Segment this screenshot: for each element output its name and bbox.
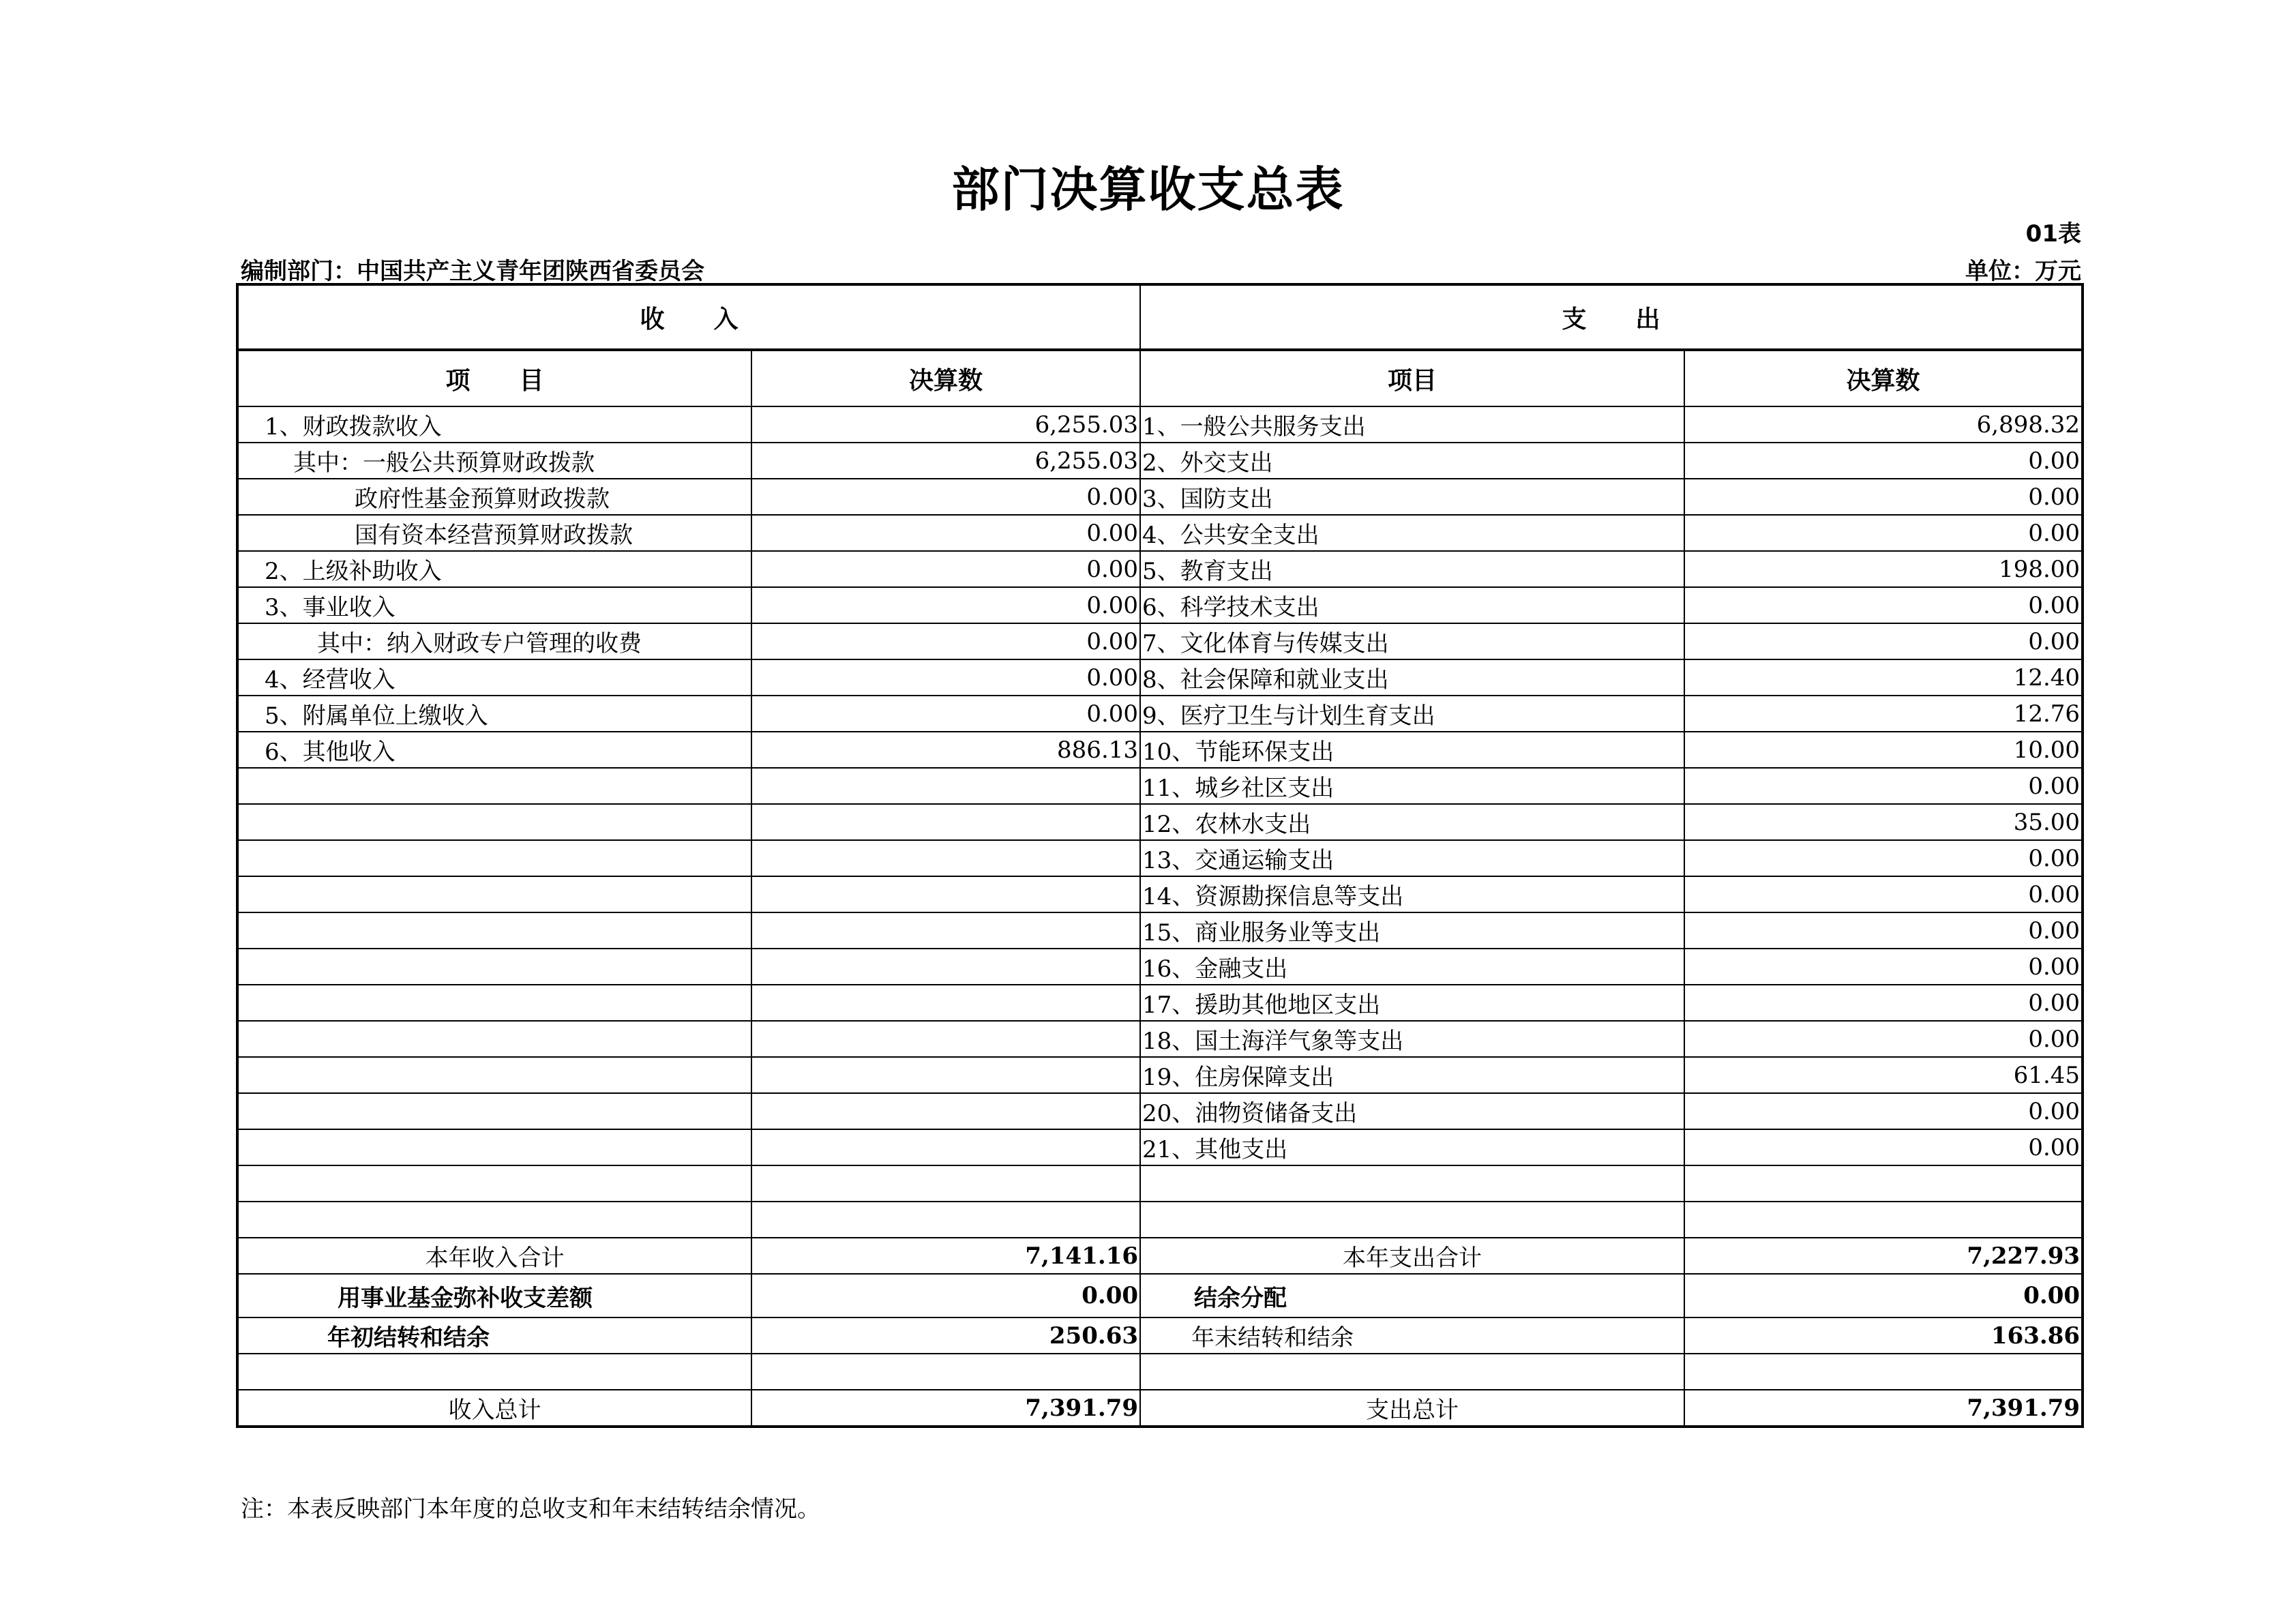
expense-item-cell: 3、国防支出 [1140,479,1684,515]
income-amount-cell [751,1057,1140,1093]
table-row [237,768,2083,804]
income-item-cell [237,804,751,840]
page-title: 部门决算收支总表 [951,162,1345,218]
table-row [237,732,2083,768]
expense-amount-cell: 0.00 [1684,1129,2083,1165]
income-amount-cell [751,985,1140,1021]
expense-amount-cell: 0.00 [1684,985,2083,1021]
grand-total-row [237,1390,2083,1427]
income-amount-cell: 0.00 [751,551,1140,587]
expense-amount-header: 决算数 [1684,350,2083,406]
income-amount-cell [751,840,1140,876]
income-item-cell [237,1021,751,1057]
expense-amount-cell: 198.00 [1684,551,2083,587]
end-value: 163.86 [1684,1317,2083,1354]
income-amount-cell: 0.00 [751,623,1140,659]
expense-amount-cell: 0.00 [1684,840,2083,876]
table-row [237,1093,2083,1129]
total-income-value: 7,391.79 [751,1390,1140,1427]
expense-item-cell: 17、援助其他地区支出 [1140,985,1684,1021]
income-item-cell [237,1057,751,1093]
income-amount-cell [751,804,1140,840]
table-row [237,1202,2083,1238]
total-expense-value: 7,391.79 [1684,1390,2083,1427]
section-header-row [237,284,2083,350]
table-row [237,443,2083,479]
end-label: 年末结转和结余 [1140,1317,1684,1354]
expense-item-cell: 6、科学技术支出 [1140,587,1684,623]
year-income-label: 本年收入合计 [237,1238,751,1274]
income-amount-cell: 0.00 [751,515,1140,551]
expense-amount-cell: 0.00 [1684,443,2083,479]
carryover-row [237,1317,2083,1354]
income-amount-cell [751,949,1140,985]
compiling-department: 编制部门：中国共产主义青年团陕西省委员会 [241,258,704,285]
unit-label: 单位：万元 [1965,258,2081,285]
table-row [237,876,2083,912]
expense-item-cell: 5、教育支出 [1140,551,1684,587]
expense-amount-cell: 0.00 [1684,876,2083,912]
expense-amount-cell: 0.00 [1684,912,2083,949]
income-item-cell: 6、其他收入 [237,732,751,768]
expense-amount-cell: 12.40 [1684,659,2083,696]
income-item-cell: 5、附属单位上缴收入 [237,696,751,732]
income-amount-cell [751,1021,1140,1057]
table-row [237,1057,2083,1093]
income-amount-header: 决算数 [751,350,1140,406]
income-item-cell: 政府性基金预算财政拨款 [237,479,751,515]
fund-label: 用事业基金弥补收支差额 [237,1274,751,1317]
income-item-cell: 3、事业收入 [237,587,751,623]
expense-amount-cell: 0.00 [1684,479,2083,515]
income-amount-cell: 0.00 [751,479,1140,515]
begin-label: 年初结转和结余 [237,1317,751,1354]
fund-value: 0.00 [751,1274,1140,1317]
income-amount-cell [751,876,1140,912]
expense-amount-cell: 61.45 [1684,1057,2083,1093]
year-expense-value: 7,227.93 [1684,1238,2083,1274]
expense-item-cell: 8、社会保障和就业支出 [1140,659,1684,696]
income-amount-cell [751,1093,1140,1129]
table-row [237,1021,2083,1057]
expense-item-cell: 21、其他支出 [1140,1129,1684,1165]
expense-amount-cell: 0.00 [1684,1093,2083,1129]
total-income-label: 收入总计 [237,1390,751,1427]
table-row [237,551,2083,587]
expense-item-cell: 14、资源勘探信息等支出 [1140,876,1684,912]
income-amount-cell [751,912,1140,949]
table-row [237,912,2083,949]
income-amount-cell: 6,255.03 [751,443,1140,479]
expense-item-cell: 11、城乡社区支出 [1140,768,1684,804]
income-item-cell [237,1129,751,1165]
table-row [237,1165,2083,1202]
income-item-cell: 2、上级补助收入 [237,551,751,587]
income-item-cell: 4、经营收入 [237,659,751,696]
surplus-value: 0.00 [1684,1274,2083,1317]
income-item-cell [237,949,751,985]
table-row [237,804,2083,840]
income-amount-cell [751,768,1140,804]
table-row [237,1129,2083,1165]
begin-value: 250.63 [751,1317,1140,1354]
income-section-header: 收 入 [237,284,1140,350]
year-total-row [237,1238,2083,1274]
expense-item-cell: 1、一般公共服务支出 [1140,406,1684,443]
income-item-cell: 1、财政拨款收入 [237,406,751,443]
income-amount-cell: 0.00 [751,587,1140,623]
expense-amount-cell: 0.00 [1684,1021,2083,1057]
income-item-cell [237,1202,751,1238]
income-amount-cell: 886.13 [751,732,1140,768]
expense-item-cell: 15、商业服务业等支出 [1140,912,1684,949]
table-row [237,406,2083,443]
income-amount-cell [751,1165,1140,1202]
budget-summary-table [236,283,2084,1428]
expense-amount-cell [1684,1165,2083,1202]
total-expense-label: 支出总计 [1140,1390,1684,1427]
expense-amount-cell: 0.00 [1684,515,2083,551]
expense-item-cell: 13、交通运输支出 [1140,840,1684,876]
income-item-header: 项 目 [237,350,751,406]
expense-item-cell: 20、油物资储备支出 [1140,1093,1684,1129]
surplus-label: 结余分配 [1140,1274,1684,1317]
income-item-cell: 其中：一般公共预算财政拨款 [237,443,751,479]
expense-item-cell: 9、医疗卫生与计划生育支出 [1140,696,1684,732]
blank-row [237,1354,2083,1390]
year-income-value: 7,141.16 [751,1238,1140,1274]
income-amount-cell [751,1202,1140,1238]
table-row [237,515,2083,551]
column-header-row [237,350,2083,406]
expense-amount-cell: 0.00 [1684,587,2083,623]
income-item-cell [237,985,751,1021]
income-item-cell: 其中：纳入财政专户管理的收费 [237,623,751,659]
expense-amount-cell: 0.00 [1684,623,2083,659]
income-amount-cell: 6,255.03 [751,406,1140,443]
table-number: 01表 [2025,220,2081,248]
expense-item-cell: 18、国土海洋气象等支出 [1140,1021,1684,1057]
expense-amount-cell: 12.76 [1684,696,2083,732]
table-row [237,659,2083,696]
expense-item-header: 项目 [1140,350,1684,406]
footnote: 注：本表反映部门本年度的总收支和年末结转结余情况。 [241,1495,820,1523]
income-item-cell [237,1165,751,1202]
expense-item-cell: 10、节能环保支出 [1140,732,1684,768]
fund-row [237,1274,2083,1317]
income-item-cell [237,840,751,876]
expense-amount-cell: 0.00 [1684,949,2083,985]
table-row [237,949,2083,985]
expense-item-cell [1140,1202,1684,1238]
income-amount-cell: 0.00 [751,659,1140,696]
expense-item-cell: 2、外交支出 [1140,443,1684,479]
expense-amount-cell: 0.00 [1684,768,2083,804]
expense-section-header: 支 出 [1140,284,2083,350]
income-item-cell: 国有资本经营预算财政拨款 [237,515,751,551]
expense-item-cell [1140,1165,1684,1202]
table-row [237,840,2083,876]
table-row [237,587,2083,623]
expense-item-cell: 19、住房保障支出 [1140,1057,1684,1093]
table-row [237,985,2083,1021]
table-row [237,696,2083,732]
table-row [237,479,2083,515]
expense-amount-cell: 6,898.32 [1684,406,2083,443]
table-row [237,623,2083,659]
income-amount-cell: 0.00 [751,696,1140,732]
income-item-cell [237,912,751,949]
expense-item-cell: 16、金融支出 [1140,949,1684,985]
expense-amount-cell: 10.00 [1684,732,2083,768]
expense-amount-cell: 35.00 [1684,804,2083,840]
expense-item-cell: 4、公共安全支出 [1140,515,1684,551]
expense-item-cell: 12、农林水支出 [1140,804,1684,840]
income-amount-cell [751,1129,1140,1165]
expense-amount-cell [1684,1202,2083,1238]
expense-item-cell: 7、文化体育与传媒支出 [1140,623,1684,659]
income-item-cell [237,768,751,804]
income-item-cell [237,1093,751,1129]
year-expense-label: 本年支出合计 [1140,1238,1684,1274]
income-item-cell [237,876,751,912]
